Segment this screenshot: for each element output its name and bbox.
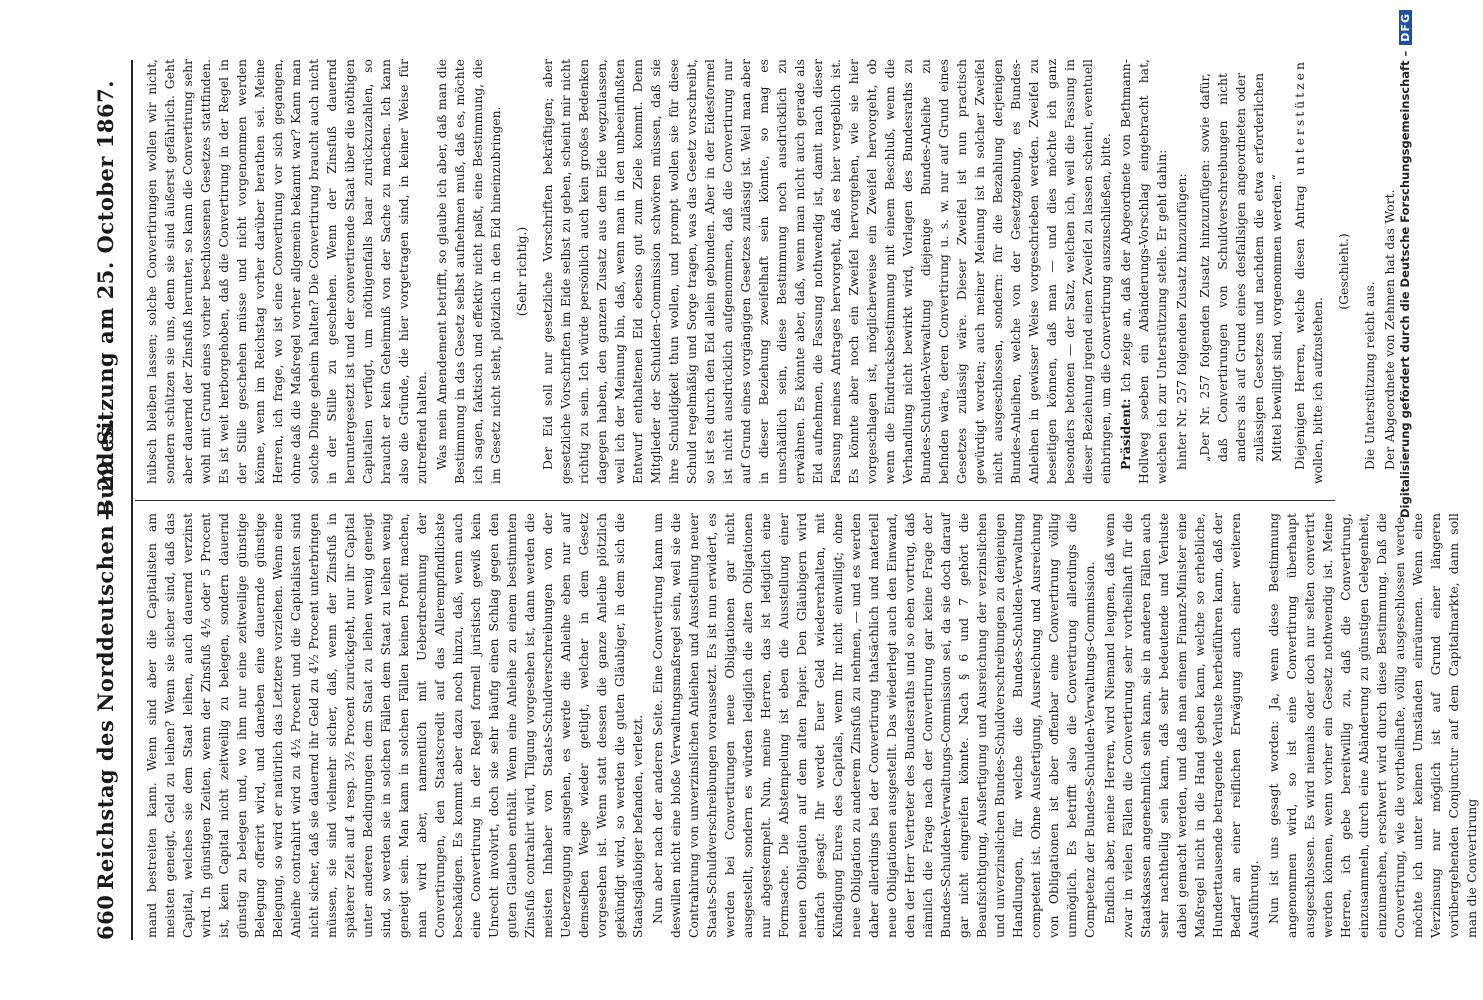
- dfg-logo: DFG: [1399, 10, 1412, 45]
- paragraph: Der Eid soll nur gesetzliche Vorschriften bekräftigen; aber gesetzliche Vorschriften im Eide selbst zu geben, scheint mir nicht richtig zu sein. Ich würde persönlich auch kein großes Bedenken dagegen haben, den ganzen Zusatz aus dem Eide wegzulassen, weil ich der Meinung bin, daß, wenn man in den unbeeinflußten Entwurf enthaltenen Eid ebenso gut zum Ziele kommt. Denn Mitglieder der Schulden-Commission schwören müssen, daß sie ihre Schuldigkeit thun wollen, und prompt wollen sie für diese Schuld regelmäßig und Sorge tragen, was das Gesetz vorschreibt, so ist es durch den Eid allein gebunden. Aber in der Eidesformel ist nicht ausdrücklich aufgenommen, daß die Convertirung nur auf Grund eines vorgängigen Gesetzes zulässig ist. Weil man aber in dieser Beziehung zweifelhaft sein könnte, so mag es unschädlich sein, diese Bestimmung noch ausdrücklich zu erwähnen. Es könnte aber, daß, wenn man nicht auch gerade als Eid aufnehmen, die Fassung nothwendig ist, damit nach dieser Fassung meines Antrages hervorgeht, daß es hier vergeblich ist. Es könnte aber noch ein Zweifel hervorgehen, wie sie hier vorgeschlagen ist, möglicherweise ein Zweifel hervorgeht, ob wenn die Eindrucksbestimmung mit einem Beschluß, wenn die Verhandlung nicht bewirkt wird, Vorlagen des Bundesraths zu Bundes-Schulden-Verwaltung diejenige Bundes-Anleihe zu befinden wäre, deren Convertirung u. s. w. nur auf Grund eines Gesetzes zulässig wäre. Dieser Zweifel ist nun practisch gewürdigt worden; auch meiner Meinung ist in solcher Zweifel nicht ausgeschlossen, sondern: für die Bezahlung derjenigen Bundes-Anleihen, welche von der Gesetzgebung, es Bundes-Anleihen in gewisser Weise vorgeschrieben werden. Zweifel zu beseitigen können, daß man — und dies möchte ich ganz besonders betonen — der Satz, welchen ich, weil die Fassung in dieser Beziehung irgend einen Zweifel zu lassen scheint, eventuell einbringen, um die Convertirung auszuschließen, bitte.: [540, 59, 1113, 484]
- credit-text: Digitalisierung gefördert durch die Deutsche Forschungsgemeinschaft –: [1398, 50, 1412, 518]
- speaker-label: Präsident:: [1118, 398, 1133, 470]
- text-run: wollen, bitte ich aufzustehen.: [1310, 297, 1325, 484]
- quoted-amendment: „Der Nr. 257 folgenden Zusatz hinzuzufügen: sowie dafür, daß Convertirungen von Schuldverschreibungen nicht anders als auf Grund eines desfallsigen angeordneten oder zulässigen Gesetzes und nachdem die etwa erforderlichen Mittel bewilligt sind, vorgenommen werden.“: [1197, 73, 1284, 462]
- session-title: — 29. Sitzung am 25. October 1867.: [93, 80, 118, 521]
- interjection: (Geschieht.): [1336, 233, 1351, 310]
- digitization-credit: [1398, 10, 1418, 990]
- paragraph: Nun ist uns gesagt worden: Ja, wenn diese Bestimmung angenommen wird, so ist eine Convertirung überhaupt ausgeschlossen. Es wird niemals oder doch nur selten convertirt werden können, wenn vorher ein Gesetz nothwendig ist. Meine Herren, ich gebe bereitwillig zu, daß die Convertirung, einzusammeln, durch eine Abänderung zu günstigen Gelegenheit, einzumachen, erschwert wird durch diese Bestimmung. Daß die Convertirung, wie die vortheilhafte, völlig ausgeschlossen werde, möchte ich unter keinen Umständen einräumen. Wenn eine Verzinsung nur möglich ist auf Grund einer längeren vorübergehenden Conjunctur auf dem Capitalmarkte, dann soll man die Convertirung: [1266, 513, 1479, 938]
- left-column: [143, 513, 1483, 938]
- paragraph: hübsch bleiben lassen; solche Convertirungen wollen wir nicht, sondern schützen sie uns, denn sie sind äußerst gefährlich. Geht aber dauernd der Zinsfuß herunter, so kann die Convertirung sehr wohl mit Grund eines vorher beschlossenen Gesetzes stattfinden. Es ist weit herborgehoben, daß die Convertirung in der Regel in der Stille geschehen müsse und nicht vorgenommen werden könne, wenn im Reichstag vorher darüber berathen sei. Meine Herren, ich frage, wo ist eine Convertirung vor sich gegangen, ohne daß die Maßregel vorher allgemein bekannt war? Kann man solche Dinge geheim halten? Die Convertirung braucht auch nicht in der Stille zu geschehen. Wenn der Zinsfuß dauernd heruntergesetzt ist und der convertirende Staat über die nöthigen Capitalien verfügt, um nöthigenfalls baar zurückzuzahlen, so braucht er kein Geheimniß von der Sache zu machen. Ich kann also die Gründe, die hier vorgetragen sind, in keiner Weise für zutreffend halten.: [144, 59, 429, 484]
- text-run: Diejenigen Herren, welche diesen Antrag: [1292, 185, 1307, 470]
- page-number: 660: [93, 894, 118, 940]
- header-rule: [131, 60, 133, 940]
- paragraph: Was mein Amendement betrifft, so glaube ich aber, daß man die Bestimmung in das Gesetz selbst aufnehmen muß, daß es, möchte ich sagen, faktisch und effektiv nicht paßt, eine Bestimmung, die im Gesetz nicht steht, plötzlich in den Eid hineinzubringen.: [434, 59, 503, 484]
- speaker-text: Ich zeige an, daß der Abgeordnete von Bethmann-Hollweg soeben ein Abänderungs-Vorschlag eingebracht hat, welchen ich zur Unterstützung stelle. Er geht dahin:: [1118, 59, 1169, 484]
- paragraph: mand bestreiten kann. Wenn sind aber die Capitalisten am meisten geneigt, Geld zu leihen? Wenn sie sicher sind, daß das Capital, welches sie dem Staat leihen, auch dauernd verzinst wird. In günstigen Zeiten, wenn der Zinsfuß 4½ oder 5 Procent ist, kein Capital nicht zeitweilig zu belegen, sondern dauernd günstig zu belegen und, wo ihm nur eine zeitweilige günstige Belegung offerirt wird, und daneben eine dauernde günstige Belegung, so wird er natürlich das Letztere vorziehen. Wenn eine Anleihe contrahirt wird zu 4½ Procent und die Capitalisten sind nicht sicher, daß sie dauernd ihr Geld zu 4½ Procent unterbringen müssen, sie sind vielmehr sicher, daß, wenn der Zinsfuß in späterer Zeit auf 4 resp. 3½ Procent zurückgeht, nur ihr Capital unter anderen Bedingungen dem Staat zu leihen wenig geneigt sind, so werden sie in solchen Fällen dem Staat zu leihen wenig geneigt sein. Man kann in solchen Fällen keinen Profit machen, man wird aber, namentlich mit Ueberdrechnung der Convertirungen, den Staatscredit auf das Allerempfindlichste beschädigen. Es kommt aber dazu noch hinzu, daß, wenn auch eine Convertirung in der Regel formell juristisch gewiß kein Unrecht involvirt, doch sie sehr häufig einen Schlag gegen den guten Glauben enthält. Wenn eine Anleihe zu einem bestimmten Zinsfuß contrahirt wird, Tilgung vorgesehen ist, dann werden die meisten Inhaber von Staats-Schuldverschreibungen von der Ueberzeugung ausgehen, es werde die Anleihe eben nur auf demselben Wege wieder getilgt, welcher in dem Gesetz vorgesehen ist. Wenn statt dessen die ganze Anleihe plötzlich gekündigt wird, so werden die guten Gläubiger, in dem sich die Staatsgläubiger befanden, verletzt.: [144, 513, 645, 938]
- running-title: Reichstag des Norddeutschen Bundes.: [93, 418, 118, 890]
- paragraph: [1117, 59, 1171, 484]
- paragraph: Nun aber nach der anderen Seite. Eine Convertirung kann um deswillen nicht eine bloße Verwaltungsmaßregel sein, weil sie die Contrahirung von unverzinslichen Anleihen und Ausstellung neuer Staats-Schuldverschreibungen voraussetzt. Es ist nun erwidert, es werden bei Convertirungen neue Obligationen gar nicht ausgestellt, sondern es würden lediglich die alten Obligationen nur abgestempelt. Nun, meine Herren, das ist lediglich eine Formsache. Die Abstempelung ist eben die Ausstellung einer neuen Obligation auf dem alten Papier. Den Gläubigern wird einfach gesagt: Ihr werdet Euer Geld wiedererhalten, mit Kündigung Eures des Capitals, wenn Ihr nicht einwilligt; ohne neue Obligation zu anderem Zinsfuß zu nehmen, — und es werden daher allerdings bei der Convertirung thatsächlich und materiell neue Obligationen ausgestellt. Das wiederlegt auch den Einwand, den der Herr Vertreter des Bundesraths und so eben vortrug, daß nämlich die Frage nach der Convertirung gar keine Frage der Bundes-Schulden-Verwaltungs-Commission sei, da sie doch darauf gar nicht eingreifen könnte. Nach § 6 und 7 gehört die Beaufsichtigung, Ausfertigung und Ausreichung der verzinslichen und unverzinslichen Bundes-Schuldverschreibungen zu denjenigen Handlungen, für welche die Bundes-Schulden-Verwaltung competent ist. Ohne Ausfertigung, Ausreichung und Ausreichung von Obligationen ist aber offenbar eine Convertirung völlig unmöglich. Es betrifft also die Convertirung allerdings die Competenz der Bundes-Schulden-Verwaltungs-Commission.: [650, 512, 1097, 938]
- paragraph: Der Abgeordnete von Zehmen hat das Wort.: [1382, 189, 1397, 470]
- paragraph: hinter Nr. 257 folgenden Zusatz hinzuzufügen:: [1174, 173, 1189, 470]
- right-column: [143, 59, 1401, 484]
- paragraph: Endlich aber, meine Herren, wird Niemand leugnen, daß wenn zwar in vielen Fällen die Convertirung sehr vortheilhaft für die Staatskassen angenehmlich sein kann, sie in anderen Fällen auch sehr nachtheilig sein kann, daß sehr bedeutende und Verluste dabei gemacht werden, und daß man einem Finanz-Minister eine Maßregel nicht in die Hand geben kann, welche so erhebliche, Hunderttausende betragende Verluste herbeiführen kann, daß der Bedarf an einer reiflichen Erwägung auch einer weiteren Ausführung.: [1102, 513, 1261, 938]
- emphasized-word: unterstützen: [1292, 59, 1307, 176]
- column-divider: [135, 500, 1335, 501]
- interjection: (Sehr richtig.): [514, 226, 529, 317]
- paragraph: Die Unterstützung reicht aus.: [1362, 281, 1377, 470]
- page-header: [89, 60, 129, 940]
- paragraph: [1291, 59, 1327, 484]
